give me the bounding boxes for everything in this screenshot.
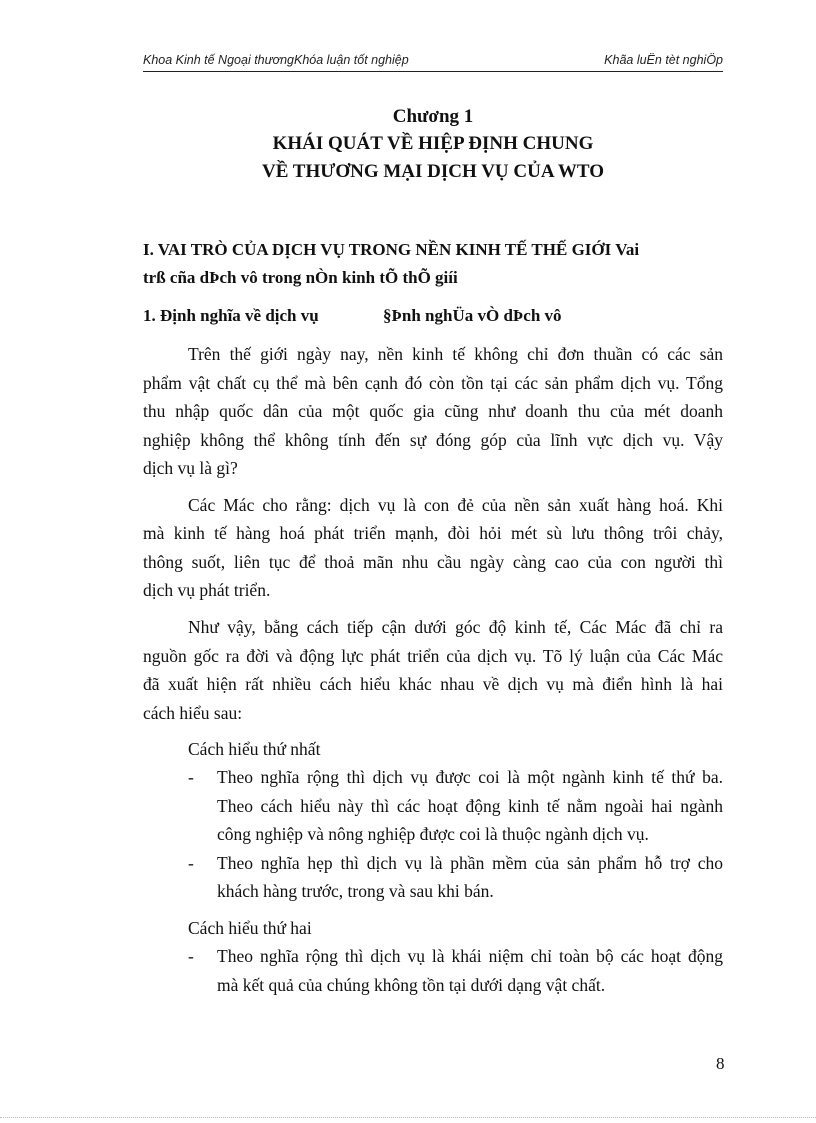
paragraph-line: thông suốt, liên tục để thoả mãn nhu cầu ngày càng cao của con người thì (143, 552, 723, 572)
section-heading-line-1: I. VAI TRÒ CỦA DỊCH VỤ TRONG NỀN KINH TẾ THẾ GIỚI Vai (143, 240, 640, 259)
list-dash: - (188, 853, 194, 873)
paragraph-line: nguồn gốc ra đời và động lực phát triển của dịch vụ. Tõ lý luận của Các Mác (143, 646, 723, 666)
paragraph-line: Như vậy, bằng cách tiếp cận dưới góc độ kinh tế, Các Mác đã chỉ ra (188, 617, 723, 637)
page-header (143, 47, 723, 72)
list-dash: - (188, 946, 194, 966)
list-item-line: Theo nghĩa hẹp thì dịch vụ là phần mềm của sản phẩm hỗ trợ cho (217, 853, 723, 873)
subsection-heading-alt: §Þnh nghÜa vÒ dÞch vô (383, 306, 562, 325)
list-item-line: mà kết quả của chúng không tồn tại dưới dạng vật chất. (217, 975, 606, 995)
paragraph-line: nghiệp không thể không tính đến sự đóng góp của lĩnh vực dịch vụ. Vậy (143, 430, 723, 450)
list-item-line: Theo nghĩa rộng thì dịch vụ được coi là một ngành kinh tế thứ ba. (217, 767, 723, 787)
paragraph-line: cách hiểu sau: (143, 703, 243, 723)
understanding-label: Cách hiểu thứ hai (188, 918, 312, 938)
chapter-number: Chương 1 (392, 106, 474, 127)
chapter-title-line-1: KHÁI QUÁT VỀ HIỆP ĐỊNH CHUNG (272, 133, 594, 154)
paragraph-line: đã xuất hiện rất nhiều cách hiểu khác nhau về dịch vụ mà điển hình là hai (143, 674, 723, 694)
list-item-line: Theo nghĩa rộng thì dịch vụ là khái niệm chỉ toàn bộ các hoạt động (217, 946, 723, 966)
paragraph-line: dịch vụ là gì? (143, 458, 238, 478)
paragraph-line: phẩm vật chất cụ thể mà bên cạnh đó còn tồn tại các sản phẩm dịch vụ. Tổng (143, 373, 723, 393)
list-item-line: công nghiệp và nông nghiệp được coi là thuộc ngành dịch vụ. (217, 824, 649, 844)
list-item-line: Theo cách hiểu này thì các hoạt động kinh tế nằm ngoài hai ngành (217, 796, 723, 816)
paragraph-line: dịch vụ phát triển. (143, 580, 271, 600)
section-heading-line-2: trß cña dÞch vô trong nÒn kinh tÕ thÕ giíi (143, 268, 458, 287)
list-dash: - (188, 767, 194, 787)
page-number: 8 (716, 1054, 725, 1073)
paragraph-line: thu nhập quốc dân của một quốc gia cũng như doanh thu của mét doanh (143, 401, 723, 421)
header-right-text: Khãa luËn tèt nghiÖp (604, 53, 723, 67)
footer-divider (0, 1117, 816, 1118)
paragraph-line: mà kinh tế hàng hoá phát triển mạnh, đòi hỏi mét sù lưu thông trôi chảy, (143, 523, 723, 543)
header-left-text: Khoa Kinh tế Ngoại thươngKhóa luận tốt nghiệp (143, 53, 409, 67)
list-item-line: khách hàng trước, trong và sau khi bán. (217, 881, 494, 901)
paragraph-line: Các Mác cho rằng: dịch vụ là con đẻ của nền sản xuất hàng hoá. Khi (188, 495, 723, 515)
subsection-heading: 1. Định nghĩa về dịch vụ (143, 306, 319, 325)
chapter-title-line-2: VỀ THƯƠNG MẠI DỊCH VỤ CỦA WTO (261, 161, 605, 182)
understanding-label: Cách hiểu thứ nhất (188, 739, 321, 759)
paragraph-line: Trên thế giới ngày nay, nền kinh tế không chỉ đơn thuần có các sản (188, 344, 723, 364)
